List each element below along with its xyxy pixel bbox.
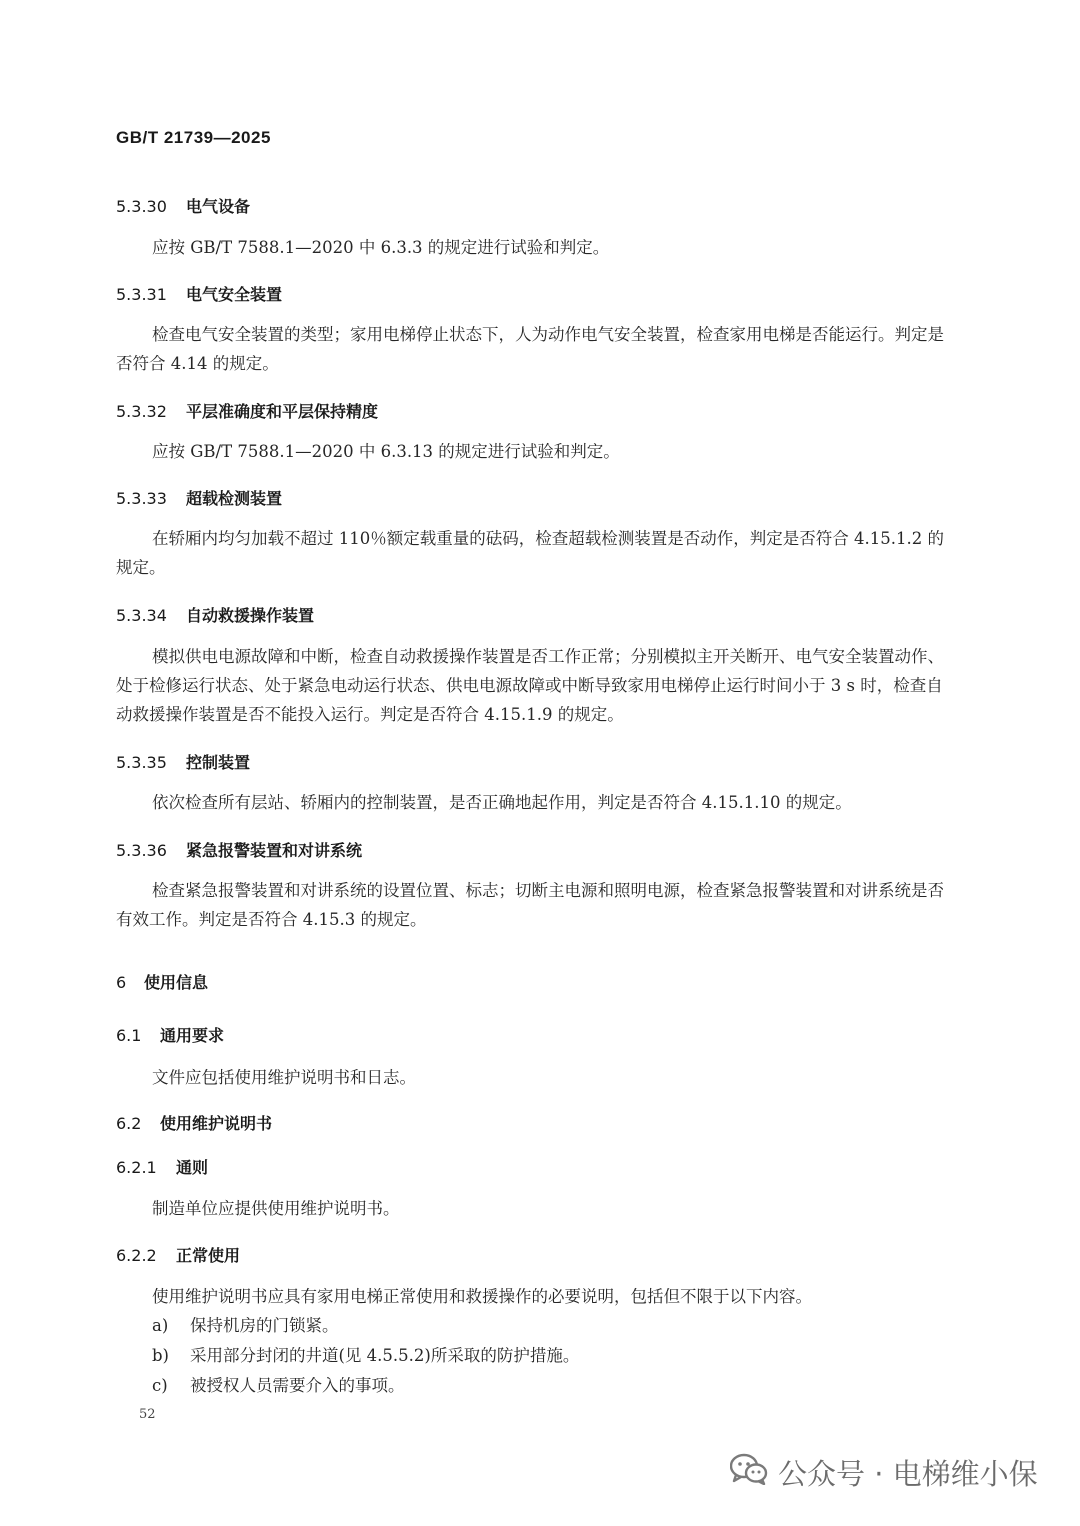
list-item-marker: c) [152,1376,168,1395]
section-title: 自动救援操作装置 [186,606,315,625]
section-title: 控制装置 [186,753,251,772]
section-number: 5.3.31 [116,285,167,304]
section-number: 6.1 [116,1026,142,1045]
section-title: 电气安全装置 [186,285,283,304]
list-item-text: 采用部分封闭的井道(见 4.5.5.2)所采取的防护措施。 [190,1346,580,1365]
section-title: 超载检测装置 [186,489,283,508]
section-number: 5.3.33 [116,489,167,508]
section-body-6-1: 文件应包括使用维护说明书和日志。 [152,1068,416,1087]
wechat-icon [730,1453,778,1492]
section-heading-6-2 [116,1111,272,1134]
section-heading-6-2-1 [116,1155,208,1178]
section-title: 平层准确度和平层保持精度 [186,402,379,421]
section-heading-5-3-33 [116,486,282,509]
section-number: 5.3.30 [116,197,167,216]
section-heading-5-3-35 [116,750,250,773]
section-number: 6.2.2 [116,1246,157,1265]
standard-code: GB/T 21739—2025 [116,128,271,147]
chapter-heading-6 [116,970,208,993]
section-number: 5.3.32 [116,402,167,421]
section-number: 6 [116,973,127,992]
section-body-6-2-2: 使用维护说明书应具有家用电梯正常使用和救援操作的必要说明，包括但不限于以下内容。 [152,1287,812,1306]
section-title: 通用要求 [160,1026,225,1045]
watermark-text: 公众号 · 电梯维小保 [778,1457,1038,1491]
section-title: 使用维护说明书 [160,1114,273,1133]
section-body-5-3-30: 应按 GB/T 7588.1—2020 中 6.3.3 的规定进行试验和判定。 [152,238,610,257]
section-number: 5.3.36 [116,841,167,860]
list-item-text: 保持机房的门锁紧。 [190,1316,339,1335]
section-heading-6-1 [116,1023,224,1046]
page-number: 52 [139,1407,156,1422]
section-title: 电气设备 [186,197,251,216]
list-item-text: 被授权人员需要介入的事项。 [190,1376,405,1395]
section-title: 正常使用 [176,1246,241,1265]
section-title: 通则 [176,1158,209,1177]
section-number: 6.2.1 [116,1158,157,1177]
section-heading-5-3-32 [116,399,378,422]
section-heading-5-3-34 [116,603,314,626]
section-heading-5-3-30 [116,194,250,217]
section-title: 使用信息 [144,973,209,992]
list-item-marker: b) [152,1346,169,1365]
section-number: 6.2 [116,1114,142,1133]
list-item [152,1312,339,1340]
section-heading-5-3-36 [116,838,362,861]
section-body-6-2-1: 制造单位应提供使用维护说明书。 [152,1199,400,1218]
section-number: 5.3.35 [116,753,167,772]
section-body-5-3-35: 依次检查所有层站、轿厢内的控制装置，是否正确地起作用，判定是否符合 4.15.1.10 的规定。 [152,793,852,812]
watermark [730,1452,1038,1493]
section-body-5-3-34: 模拟供电电源故障和中断，检查自动救援操作装置是否工作正常；分别模拟主开关断开、电气安全装置动作、处于检修运行状态、处于紧急电动运行状态、供电电源故障或中断导致家用电梯停止运行时间小于 3 s 时，检查自动救援操作装置是否不能投入运行。判定是否符合 4.15.1.9 的规定。 [116,647,944,724]
section-body-5-3-36: 检查紧急报警装置和对讲系统的设置位置、标志；切断主电源和照明电源，检查紧急报警装置和对讲系统是否有效工作。判定是否符合 4.15.3 的规定。 [116,881,944,929]
section-body-5-3-32: 应按 GB/T 7588.1—2020 中 6.3.13 的规定进行试验和判定。 [152,442,620,461]
list-item [152,1372,405,1400]
section-heading-5-3-31 [116,282,282,305]
list-item-marker: a) [152,1316,169,1335]
list-item [152,1342,579,1370]
section-number: 5.3.34 [116,606,167,625]
section-heading-6-2-2 [116,1243,240,1266]
section-body-5-3-31: 检查电气安全装置的类型；家用电梯停止状态下，人为动作电气安全装置，检查家用电梯是否能运行。判定是否符合 4.14 的规定。 [116,325,944,373]
section-title: 紧急报警装置和对讲系统 [186,841,363,860]
section-body-5-3-33: 在轿厢内均匀加载不超过 110％额定载重量的砝码，检查超载检测装置是否动作，判定是否符合 4.15.1.2 的规定。 [116,529,944,577]
